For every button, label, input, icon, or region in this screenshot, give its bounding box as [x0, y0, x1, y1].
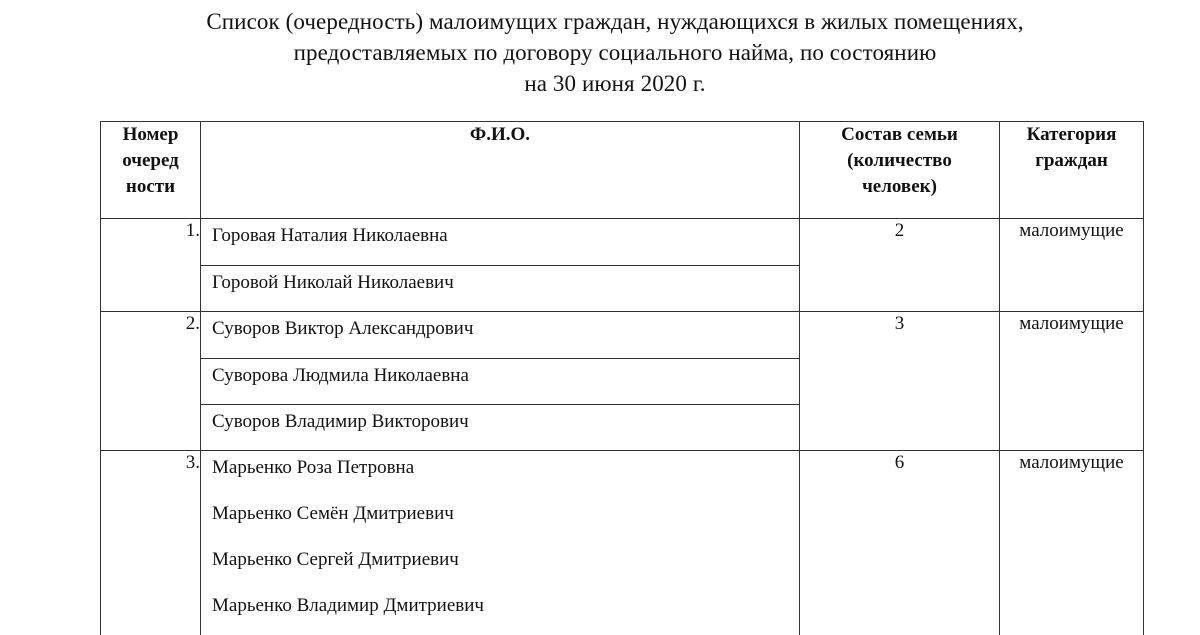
header-category: Категория граждан — [1000, 122, 1144, 219]
header-name: Ф.И.О. — [201, 122, 800, 219]
header-number-line: ности — [101, 174, 200, 200]
title-line-3: на 30 июня 2020 г. — [0, 68, 1200, 99]
document-title — [0, 6, 1200, 99]
person-name: Суворов Владимир Викторович — [201, 404, 799, 450]
header-family — [800, 122, 1000, 219]
title-line-1: Список (очередность) малоимущих граждан, нуждающихся в жилых помещениях, — [0, 6, 1200, 37]
person-name: Суворов Виктор Александрович — [201, 312, 799, 358]
names-list — [201, 312, 799, 450]
queue-table — [100, 121, 1144, 635]
table-row — [101, 451, 1144, 635]
family-size: 3 — [800, 312, 1000, 451]
person-name: Марьенко Семён Дмитриевич — [201, 497, 799, 543]
citizen-category: малоимущие — [1000, 451, 1144, 635]
person-name: Марьенко Владимир Дмитриевич — [201, 589, 799, 635]
names-cell — [201, 451, 800, 635]
table-row — [101, 312, 1144, 451]
person-name: Горовая Наталия Николаевна — [201, 219, 799, 265]
family-size: 2 — [800, 219, 1000, 312]
family-size: 6 — [800, 451, 1000, 635]
header-number-line: очеред — [101, 148, 200, 174]
header-family-line: Состав семьи — [800, 122, 999, 148]
names-list — [201, 219, 799, 311]
queue-number: 1. — [101, 219, 201, 312]
person-name: Марьенко Роза Петровна — [201, 451, 799, 497]
citizen-category: малоимущие — [1000, 219, 1144, 312]
citizen-category: малоимущие — [1000, 312, 1144, 451]
header-family-line: (количество — [800, 148, 999, 174]
header-number — [101, 122, 201, 219]
names-cell — [201, 219, 800, 312]
names-list — [201, 451, 799, 635]
header-family-line: человек) — [800, 174, 999, 200]
person-name: Горовой Николай Николаевич — [201, 265, 799, 311]
queue-number: 3. — [101, 451, 201, 635]
queue-number: 2. — [101, 312, 201, 451]
person-name: Марьенко Сергей Дмитриевич — [201, 543, 799, 589]
person-name: Суворова Людмила Николаевна — [201, 358, 799, 404]
table-header-row — [101, 122, 1144, 219]
header-number-line: Номер — [101, 122, 200, 148]
names-cell — [201, 312, 800, 451]
table-row — [101, 219, 1144, 312]
title-line-2: предоставляемых по договору социального найма, по состоянию — [0, 37, 1200, 68]
